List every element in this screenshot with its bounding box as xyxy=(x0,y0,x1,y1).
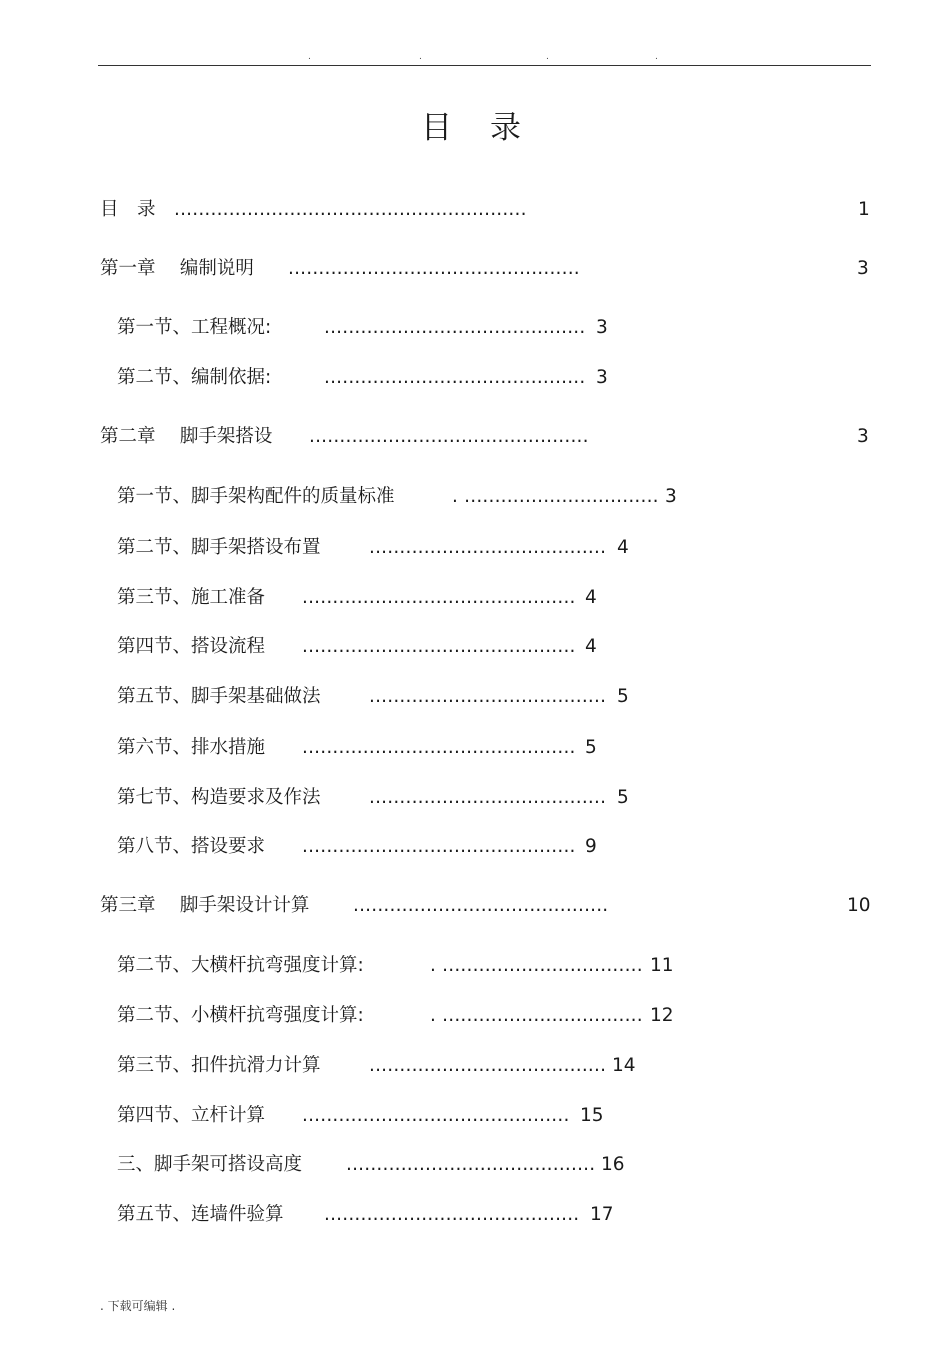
toc-entry-label: 第二节、小横杆抗弯强度计算: xyxy=(117,1005,364,1026)
toc-section-entry[interactable] xyxy=(0,634,950,660)
toc-leader-dots: ....................................... xyxy=(369,537,607,558)
toc-page-number: 3 xyxy=(665,486,677,507)
toc-entry-label: 第六节、排水措施 xyxy=(117,737,266,758)
toc-page-number: 4 xyxy=(585,636,597,657)
toc-leader-dots: ........................................... xyxy=(324,367,586,388)
toc-chapter-entry[interactable] xyxy=(0,256,950,282)
toc-page-number: 17 xyxy=(590,1204,614,1225)
toc-entry-label: 第二节、脚手架搭设布置 xyxy=(117,537,321,558)
toc-entry-label: 第五节、连墙件验算 xyxy=(117,1204,284,1225)
footer-note: . 下载可编辑 . xyxy=(100,1299,176,1313)
toc-leader-dots: .............................................. xyxy=(309,426,589,447)
header-dot: . xyxy=(546,52,549,62)
toc-leader-dots: .......................................... xyxy=(324,1204,580,1225)
toc-leader-dots: ............................................. xyxy=(302,737,576,758)
toc-section-entry[interactable] xyxy=(0,684,950,710)
toc-leader-dots: ....................................... xyxy=(369,686,607,707)
toc-page-number: 16 xyxy=(601,1154,625,1175)
toc-page-number: 5 xyxy=(585,737,597,758)
toc-entry-label: 目 录 xyxy=(100,199,156,220)
toc-section-entry[interactable] xyxy=(0,953,950,979)
header-dot: . xyxy=(308,52,311,62)
toc-entry-label: 第二章 脚手架搭设 xyxy=(100,426,273,447)
toc-leader-dots: .......................................................... xyxy=(174,199,527,220)
toc-section-entry[interactable] xyxy=(0,484,950,510)
toc-page-number: 3 xyxy=(857,258,869,279)
toc-entry-label: 第一节、工程概况: xyxy=(117,317,272,338)
toc-section-entry[interactable] xyxy=(0,735,950,761)
toc-entry-label: 第三章 脚手架设计计算 xyxy=(100,895,310,916)
toc-entry-label: 第七节、构造要求及作法 xyxy=(117,787,321,808)
toc-section-entry[interactable] xyxy=(0,365,950,391)
toc-section-entry[interactable] xyxy=(0,1202,950,1228)
toc-chapter-entry[interactable] xyxy=(0,197,950,223)
toc-page-number: 5 xyxy=(617,686,629,707)
toc-leader-dots: ............................................. xyxy=(302,587,576,608)
toc-leader-dots: ....................................... xyxy=(369,1055,607,1076)
toc-entry-label: 第三节、施工准备 xyxy=(117,587,266,608)
toc-section-entry[interactable] xyxy=(0,1053,950,1079)
toc-leader-dots: . ................................ xyxy=(452,486,659,507)
toc-entry-label: 第五节、脚手架基础做法 xyxy=(117,686,321,707)
toc-leader-dots: .......................................... xyxy=(353,895,609,916)
toc-page-number: 3 xyxy=(596,367,608,388)
toc-page-number: 14 xyxy=(612,1055,636,1076)
toc-section-entry[interactable] xyxy=(0,834,950,860)
toc-entry-label: 第三节、扣件抗滑力计算 xyxy=(117,1055,321,1076)
toc-page-number: 9 xyxy=(585,836,597,857)
toc-entry-label: 第二节、编制依据: xyxy=(117,367,272,388)
toc-chapter-entry[interactable] xyxy=(0,893,950,919)
toc-section-entry[interactable] xyxy=(0,785,950,811)
toc-page-number: 10 xyxy=(847,895,871,916)
toc-page-number: 5 xyxy=(617,787,629,808)
toc-entry-label: 第四节、立杆计算 xyxy=(117,1105,266,1126)
toc-entry-label: 第一章 编制说明 xyxy=(100,258,254,279)
header-dot: . xyxy=(419,52,422,62)
toc-page-number: 3 xyxy=(596,317,608,338)
toc-page-number: 1 xyxy=(858,199,870,220)
toc-leader-dots: ............................................. xyxy=(302,636,576,657)
toc-leader-dots: ....................................... xyxy=(369,787,607,808)
toc-page-number: 3 xyxy=(857,426,869,447)
toc-page-number: 15 xyxy=(580,1105,604,1126)
toc-leader-dots: ......................................... xyxy=(346,1154,596,1175)
toc-leader-dots: ............................................ xyxy=(302,1105,570,1126)
toc-section-entry[interactable] xyxy=(0,1103,950,1129)
header-rule xyxy=(98,65,871,66)
toc-section-entry[interactable] xyxy=(0,535,950,561)
toc-leader-dots: ............................................. xyxy=(302,836,576,857)
toc-section-entry[interactable] xyxy=(0,585,950,611)
toc-page-number: 12 xyxy=(650,1005,674,1026)
toc-leader-dots: . ................................. xyxy=(430,1005,643,1026)
toc-leader-dots: . ................................. xyxy=(430,955,643,976)
toc-leader-dots: ........................................... xyxy=(324,317,586,338)
toc-page-number: 4 xyxy=(617,537,629,558)
toc-page-number: 4 xyxy=(585,587,597,608)
document-title: 目录 xyxy=(421,110,559,146)
toc-leader-dots: ................................................ xyxy=(288,258,580,279)
toc-section-entry[interactable] xyxy=(0,1003,950,1029)
toc-entry-label: 第八节、搭设要求 xyxy=(117,836,266,857)
toc-section-entry[interactable] xyxy=(0,315,950,341)
toc-entry-label: 三、脚手架可搭设高度 xyxy=(117,1154,303,1175)
header-dot: . xyxy=(655,52,658,62)
toc-entry-label: 第二节、大横杆抗弯强度计算: xyxy=(117,955,364,976)
toc-chapter-entry[interactable] xyxy=(0,424,950,450)
toc-page-number: 11 xyxy=(650,955,674,976)
toc-section-entry[interactable] xyxy=(0,1152,950,1178)
toc-entry-label: 第一节、脚手架构配件的质量标准 xyxy=(117,486,395,507)
toc-entry-label: 第四节、搭设流程 xyxy=(117,636,266,657)
